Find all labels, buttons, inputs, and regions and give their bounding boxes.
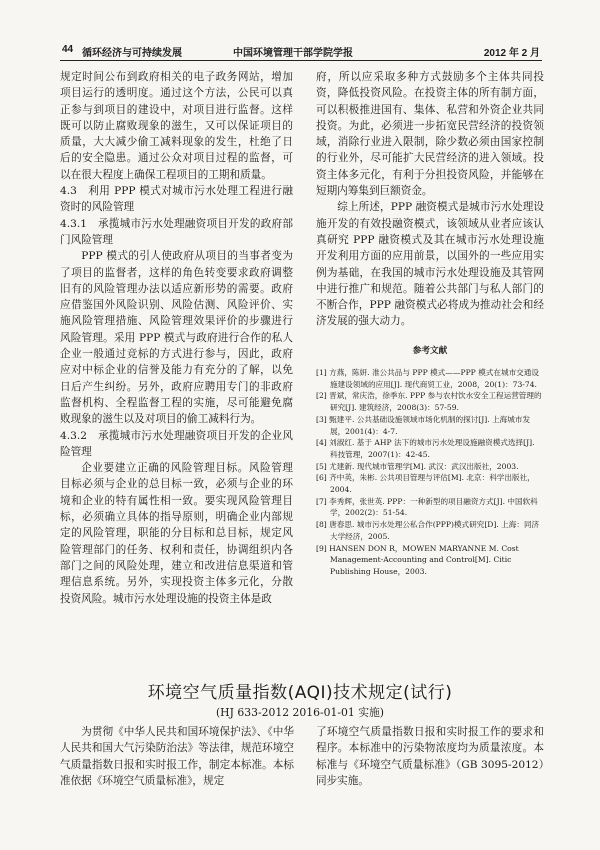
reference-item: [6] 齐中英，朱彬. 公共项目管理与评估[M]. 北京：科学出版社，2004.	[316, 473, 535, 495]
reference-item: [3] 甄建平. 公共基础设施领域市场化机制的探讨[J]. 上海城市发展，2001(4)：4-7.	[316, 414, 531, 436]
reference-item: [5] 尤建新. 现代城市管理学[M]. 武汉：武汉出版社，2003.	[316, 461, 519, 471]
journal-section-name: 循环经济与可持续发展	[82, 48, 182, 59]
article-left-paragraph: 为贯彻《中华人民共和国环境保护法》、《中华人民共和国大气污染防治法》等法律，规范环境空气质量指数日报和实时报工作，制定本标准。本标准依据《环境空气质量标准》，规定	[60, 726, 294, 787]
conclusion-paragraph: 综上所述，PPP 融资模式是城市污水处理设施开发的有效投融资模式，该领域从业者应该认真研究 PPP 融资模式及其在城市污水处理设施开发利用方面的应用前景，以国外的一些应用实例为基础，在我国的城市污水处理设施及其管网中进行推广和规范。随着公共部门与私人部门的不断合作，PPP 融资模式必将成为推动社会和经济发展的强大动力。	[316, 201, 544, 328]
issue-date: 2012 年 2 月	[483, 48, 540, 59]
references-list	[316, 367, 544, 578]
references-title: 参考文献	[412, 344, 448, 355]
reference-item: [7] 李秀辉，张世英. PPP：一种新型的项目融资方式[J]. 中国软科学，2002(2)：51-54.	[316, 496, 538, 518]
article-title: 环境空气质量指数(AQI)技术规定(试行)	[147, 683, 453, 703]
right-column	[316, 69, 544, 578]
paragraph-4-3-1: PPP 模式的引人使政府从项目的当事者变为了项目的监督者，这样的角色转变要求政府调整旧有的风险管理办法以适应新形势的需要。政府应借鉴国外风险识别、风险估测、风险评价、实施风险管理措施、风险管理效果评价的步骤进行风险管理。采用 PPP 模式与政府进行合作的私人企业一般通过竞标的方式进行参与，因此，政府应对中标企业的信誉及能力有充分的了解，以免日后产生纠纷。另外，政府应聘用专门的非政府监督机构、全程监督工程的实施，尽可能避免腐败现象的滋生以及对项目的偷工减料行为。	[60, 250, 293, 426]
intro-paragraph: 规定时间公布到政府相关的电子政务网站，增加项目运行的透明度。通过这个方法，公民可以真正参与到项目的建设中，对项目进行监督。这样既可以防止腐败现象的滋生，又可以保证项目的质量，大大减少偷工减料现象的发生，杜绝了日后的安全隐患。通过公众对项目过程的监督，可以在很大程度上确保工程项目的工期和质量。	[60, 71, 293, 181]
journal-title: 中国环境管理干部学院学报	[233, 48, 353, 59]
left-column	[60, 69, 293, 607]
continuation-paragraph: 府，所以应采取多种方式鼓励多个主体共同投资，降低投资风险。在投资主体的所有制方面，可以积极推进国有、集体、私营和外资企业共同投资。为此，必须进一步拓宽民营经济的投资领域，消除行业进入限制，除少数必须由国家控制的行业外，尽可能扩大民营经济的进入领域。投资主体多元化，有利于分担投资风险，并能够在短期内筹集到巨额资金。	[316, 71, 544, 198]
reference-item: [4] 刘淑红. 基于 AHP 法下的城市污水处理设施融资模式选择[J]. 科技管理，2007(1)：42-45.	[316, 438, 535, 459]
page-number: 44	[62, 44, 74, 55]
section-heading-4-3: 4.3 利用 PPP 模式对城市污水处理工程进行融资时的风险管理	[60, 185, 293, 214]
article-left-column	[60, 724, 294, 789]
article-subtitle: (HJ 633-2012 2016-01-01 实施)	[215, 706, 385, 719]
reference-item: [1] 方燕，陈妍. 准公共品与 PPP 模式——PPP 模式在城市交通设施建设领域的应用[J]. 现代商贸工业，2008，20(1)：73-74.	[316, 368, 539, 389]
reference-item: [8] 唐春思. 城市污水处理公私合作(PPP)模式研究[D]. 上海：同济大学经济，2005.	[316, 520, 540, 541]
running-header	[60, 42, 542, 61]
section-heading-4-3-2: 4.3.2 承揽城市污水处理融资项目开发的企业风险管理	[60, 429, 293, 458]
article-right-column	[316, 724, 544, 789]
section-heading-4-3-1: 4.3.1 承揽城市污水处理融资项目开发的政府部门风险管理	[60, 217, 293, 246]
reference-item: [2] 晋斌，常庆浩，徐季东. PPP 参与农村饮水安全工程运营管理的研究[J]. 建筑经济，2008(3)：57-59.	[316, 391, 542, 413]
paragraph-4-3-2: 企业要建立正确的风险管理目标。风险管理目标必须与企业的总目标一致，必须与企业的环境和企业的特有属性相一致。要实现风险管理目标，必须确立具体的指导原则，明确企业内部规定的风险管理，职能的分目标和总目标，规定风险管理部门的任务、权利和责任，协调组织内各部门之间的风险处理，建立和改进信息渠道和管理信息系统。另外，实现投资主体多元化，分散投资风险。城市污水处理设施的投资主体是政	[60, 462, 293, 605]
article-right-paragraph: 了环境空气质量指数日报和实时报工作的要求和程序。本标准中的污染物浓度均为质量浓度。本标准与《环境空气质量标准》（GB 3095-2012）同步实施。	[316, 726, 544, 787]
reference-item: [9] HANSEN DON R，MOWEN MARYANNE M. Cost Management-Accounting and Control[M]. Citic Publishing House，2003.	[316, 543, 519, 576]
